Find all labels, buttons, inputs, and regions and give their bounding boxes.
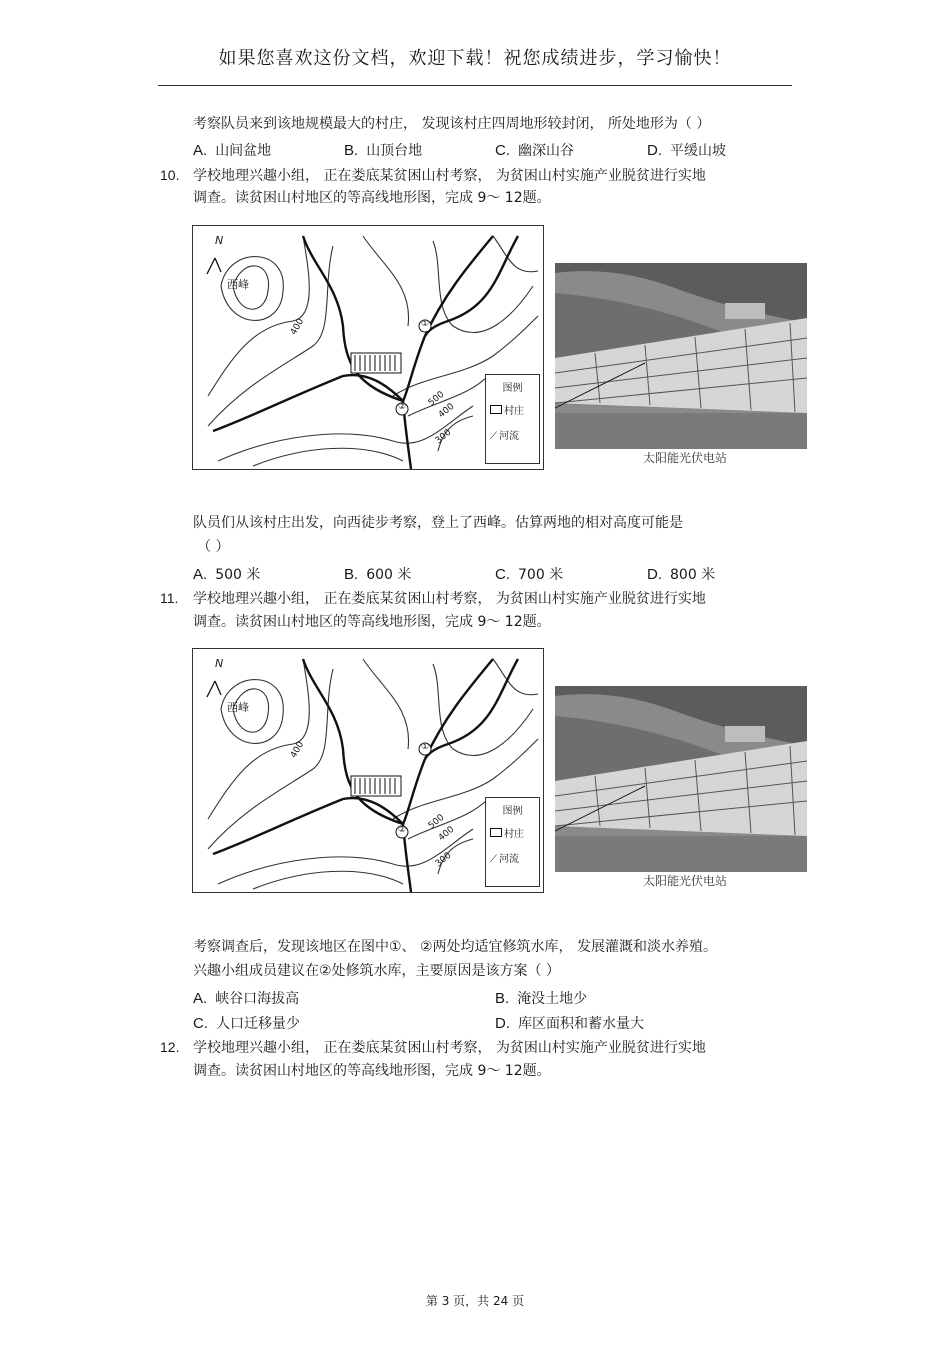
photo-caption: 太阳能光伏电站 xyxy=(643,874,728,888)
contour-label: 300 xyxy=(433,427,454,447)
legend-river: ⟋ 河流 xyxy=(490,431,519,442)
question-intro: 调查。读贫困山村地区的等高线地形图，完成 9～ 12题。 xyxy=(193,1063,551,1079)
marker-2: ② xyxy=(398,402,407,412)
marker-1: ① xyxy=(421,319,430,329)
option-a: A. 500 米 xyxy=(193,566,261,583)
contour-map xyxy=(192,648,544,893)
question-number: 10. xyxy=(160,167,180,183)
question-stem: 队员们从该村庄出发，向西徒步考察，登上了西峰。估算两地的相对高度可能是 xyxy=(193,515,683,531)
river-symbol-icon: ⟋ xyxy=(490,854,497,865)
legend-village: 村庄 xyxy=(490,402,539,417)
legend-title: 图例 xyxy=(502,806,523,817)
option-c: C. 人口迁移量少 xyxy=(193,1015,300,1032)
question-intro: 调查。读贫困山村地区的等高线地形图，完成 9～ 12题。 xyxy=(193,190,551,206)
north-arrow-label: N xyxy=(215,234,224,247)
option-b: B. 淹没土地少 xyxy=(495,990,588,1007)
question-stem: 兴趣小组成员建议在②处修筑水库，主要原因是该方案（ ） xyxy=(193,963,560,979)
option-b: B. 600 米 xyxy=(344,566,412,583)
village-symbol-icon xyxy=(490,405,502,414)
contour-label: 400 xyxy=(288,317,307,337)
village-symbol-icon xyxy=(490,828,502,837)
question-number: 12. xyxy=(160,1039,180,1055)
contour-map xyxy=(192,225,544,470)
question-intro: 学校地理兴趣小组， 正在娄底某贫困山村考察， 为贫困山村实施产业脱贫进行实地 xyxy=(193,591,706,607)
legend-river: ⟋ 河流 xyxy=(490,854,519,865)
option-c: C. 幽深山谷 xyxy=(495,142,574,159)
contour-label: 500 xyxy=(426,389,447,409)
marker-1: ① xyxy=(421,742,430,752)
north-arrow-label: N xyxy=(215,657,224,670)
question-intro: 学校地理兴趣小组， 正在娄底某贫困山村考察， 为贫困山村实施产业脱贫进行实地 xyxy=(193,168,706,184)
page-number: 第 3 页，共 24 页 xyxy=(425,1294,525,1308)
option-d: D. 800 米 xyxy=(647,566,716,583)
solar-station-photo xyxy=(555,686,807,896)
peak-label: 西峰 xyxy=(227,701,249,714)
solar-photo-image xyxy=(555,686,807,872)
contour-label: 500 xyxy=(426,812,447,832)
contour-label: 400 xyxy=(288,740,307,760)
question-number: 11. xyxy=(160,590,179,606)
option-a: A. 山间盆地 xyxy=(193,142,272,159)
contour-map-figure xyxy=(192,225,815,473)
option-d: D. 库区面积和蓄水量大 xyxy=(495,1015,644,1032)
contour-map-figure xyxy=(192,648,815,896)
option-b: B. 山顶台地 xyxy=(344,142,423,159)
header-divider xyxy=(158,85,792,86)
contour-label: 400 xyxy=(436,401,457,421)
marker-2: ② xyxy=(398,825,407,835)
question-stem: 考察调查后，发现该地区在图中①、 ②两处均适宜修筑水库， 发展灌溉和淡水养殖。 xyxy=(193,939,717,955)
question-intro: 学校地理兴趣小组， 正在娄底某贫困山村考察， 为贫困山村实施产业脱贫进行实地 xyxy=(193,1040,706,1056)
photo-caption: 太阳能光伏电站 xyxy=(643,451,728,465)
solar-photo-image xyxy=(555,263,807,449)
solar-station-photo xyxy=(555,263,807,473)
question-stem-paren: （ ） xyxy=(197,539,230,555)
option-d: D. 平缓山坡 xyxy=(647,142,726,159)
page-header-slogan: 如果您喜欢这份文档，欢迎下载！祝您成绩进步，学习愉快！ xyxy=(218,48,732,69)
peak-label: 西峰 xyxy=(227,278,249,291)
contour-label: 300 xyxy=(433,850,454,870)
contour-label: 400 xyxy=(436,824,457,844)
legend-village: 村庄 xyxy=(490,825,539,840)
question-intro: 调查。读贫困山村地区的等高线地形图，完成 9～ 12题。 xyxy=(193,614,551,630)
option-c: C. 700 米 xyxy=(495,566,564,583)
option-a: A. 峡谷口海拔高 xyxy=(193,990,300,1007)
river-symbol-icon: ⟋ xyxy=(490,431,497,442)
legend-title: 图例 xyxy=(502,383,523,394)
question-stem: 考察队员来到该地规模最大的村庄， 发现该村庄四周地形较封闭， 所处地形为（ ） xyxy=(193,116,711,132)
map-legend xyxy=(485,797,540,887)
map-legend xyxy=(485,374,540,464)
